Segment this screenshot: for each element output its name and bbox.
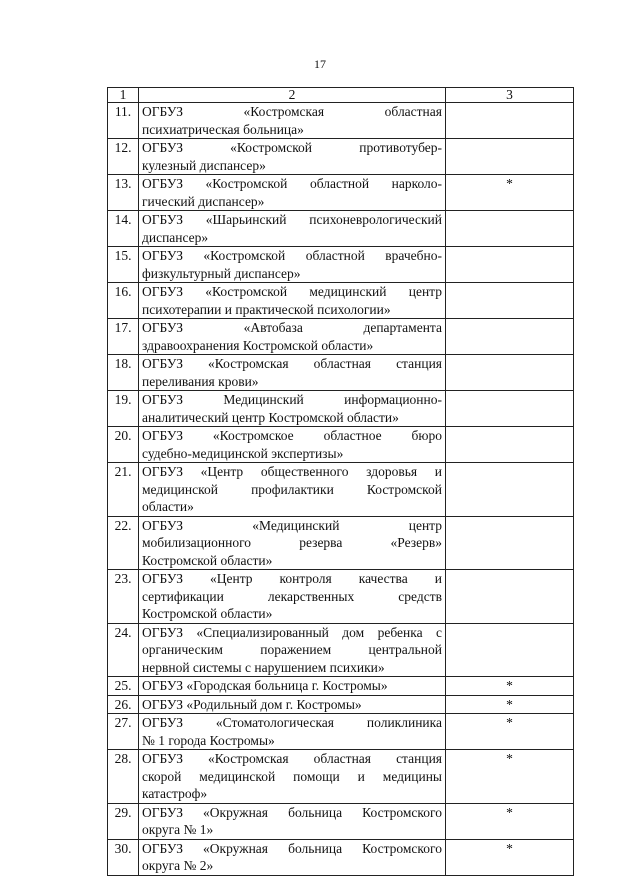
mark-cell: [446, 319, 574, 355]
institution-name-line: ОГБУЗ «Центр общественного здоровья и: [142, 464, 442, 479]
table-row: [108, 103, 574, 139]
institution-name-line: округа № 1»: [142, 822, 214, 837]
institution-name-line: ОГБУЗ «Костромской областной врачебно-: [142, 248, 442, 263]
institution-name: [139, 570, 446, 624]
row-number: 13.: [108, 175, 139, 211]
table-header-row: [108, 88, 574, 103]
table-row: [108, 247, 574, 283]
row-number: 21.: [108, 463, 139, 517]
institution-name-line: аналитический центр Костромской области»: [142, 409, 399, 425]
table-row: [108, 750, 574, 804]
institution-name-line: органическим поражением центральной: [142, 642, 442, 657]
institution-name-line: ОГБУЗ «Окружная больница Костромского: [142, 840, 442, 856]
mark-cell: *: [446, 714, 574, 750]
institution-name-line: области»: [142, 499, 194, 514]
table-row: [108, 677, 574, 696]
mark-cell: [446, 211, 574, 247]
institution-name-line: катастроф»: [142, 786, 208, 801]
table-row: [108, 355, 574, 391]
table-row: [108, 175, 574, 211]
institution-name-line: ОГБУЗ «Костромское областное бюро: [142, 428, 442, 443]
institution-name-line: ОГБУЗ «Костромской медицинский центр: [142, 284, 442, 299]
row-number: 29.: [108, 803, 139, 839]
institution-name-line: сертификации лекарственных средств: [142, 588, 442, 604]
institution-name-line: кулезный диспансер»: [142, 157, 266, 173]
table-row: [108, 714, 574, 750]
institution-name-line: ОГБУЗ «Стоматологическая поликлиника: [142, 715, 442, 730]
institution-name: [139, 623, 446, 677]
row-number: 14.: [108, 211, 139, 247]
table-row: [108, 139, 574, 175]
row-number: 19.: [108, 391, 139, 427]
row-number: 26.: [108, 695, 139, 714]
row-number: 12.: [108, 139, 139, 175]
institution-name-line: переливания крови»: [142, 373, 259, 389]
mark-cell: [446, 283, 574, 319]
institution-name-line: округа № 2»: [142, 858, 214, 873]
institution-name-line: здравоохранения Костромской области»: [142, 337, 374, 353]
institution-name: [139, 391, 446, 427]
institution-name-line: скорой медицинской помощи и медицины: [142, 768, 442, 784]
institution-name-line: ОГБУЗ «Родильный дом г. Костромы»: [142, 696, 362, 712]
row-number: 18.: [108, 355, 139, 391]
institution-name-line: ОГБУЗ «Специализированный дом ребенка с: [142, 624, 442, 640]
mark-cell: [446, 103, 574, 139]
mark-cell: [446, 463, 574, 517]
table-row: [108, 319, 574, 355]
row-number: 27.: [108, 714, 139, 750]
institution-name: [139, 283, 446, 319]
header-cell-3: 3: [446, 88, 574, 103]
row-number: 30.: [108, 839, 139, 875]
mark-cell: [446, 355, 574, 391]
institution-name-line: № 1 города Костромы»: [142, 732, 275, 748]
institution-name-line: мобилизационного резерва «Резерв»: [142, 535, 442, 550]
institution-name-line: ОГБУЗ «Автобаза департамента: [142, 320, 442, 335]
mark-cell: [446, 139, 574, 175]
institution-name-line: ОГБУЗ «Шарьинский психоневрологический: [142, 212, 442, 227]
mark-cell: *: [446, 803, 574, 839]
institution-name: [139, 516, 446, 570]
institution-name-line: ОГБУЗ «Костромская областная станция: [142, 751, 442, 766]
row-number: 20.: [108, 427, 139, 463]
institution-name-line: ОГБУЗ Медицинский информационно-: [142, 392, 442, 407]
institution-name-line: психиатрическая больница»: [142, 121, 304, 137]
table-row: [108, 695, 574, 714]
institution-name-line: нервной системы с нарушением психики»: [142, 659, 385, 675]
header-cell-1: 1: [108, 88, 139, 103]
institution-name: [139, 103, 446, 139]
mark-cell: *: [446, 175, 574, 211]
row-number: 23.: [108, 570, 139, 624]
row-number: 28.: [108, 750, 139, 804]
table-row: [108, 427, 574, 463]
institution-name: [139, 319, 446, 355]
institution-name: [139, 803, 446, 839]
table-row: [108, 839, 574, 875]
institution-name-line: ОГБУЗ «Костромская областная станция: [142, 356, 442, 371]
institution-name-line: ОГБУЗ «Окружная больница Костромского: [142, 804, 442, 820]
table-row: [108, 391, 574, 427]
institution-name: [139, 355, 446, 391]
institution-name-line: диспансер»: [142, 229, 209, 245]
mark-cell: [446, 516, 574, 570]
institution-name: [139, 247, 446, 283]
table-row: [108, 463, 574, 517]
table-row: [108, 570, 574, 624]
row-number: 22.: [108, 516, 139, 570]
row-number: 16.: [108, 283, 139, 319]
row-number: 25.: [108, 677, 139, 696]
row-number: 11.: [108, 103, 139, 139]
institution-name-line: ОГБУЗ «Медицинский центр: [142, 517, 442, 533]
mark-cell: [446, 391, 574, 427]
institution-name-line: ОГБУЗ «Костромская областная: [142, 104, 442, 119]
header-cell-2: 2: [139, 88, 446, 103]
page-number: 17: [314, 57, 326, 71]
mark-cell: *: [446, 695, 574, 714]
institution-name-line: гический диспансер»: [142, 193, 265, 209]
institutions-table: [107, 87, 574, 876]
institution-name-line: судебно-медицинской экспертизы»: [142, 445, 344, 461]
mark-cell: *: [446, 677, 574, 696]
institution-name-line: ОГБУЗ «Городская больница г. Костромы»: [142, 678, 388, 693]
mark-cell: [446, 247, 574, 283]
institution-name: [139, 463, 446, 517]
table-row: [108, 803, 574, 839]
institution-name-line: медицинской профилактики Костромской: [142, 481, 442, 497]
institution-name: [139, 714, 446, 750]
institution-name-line: ОГБУЗ «Костромской противотубер-: [142, 140, 442, 155]
institution-name: [139, 139, 446, 175]
table-row: [108, 516, 574, 570]
institution-name-line: Костромской области»: [142, 606, 273, 621]
institution-name: [139, 677, 446, 696]
institution-name-line: Костромской области»: [142, 552, 273, 568]
mark-cell: *: [446, 750, 574, 804]
mark-cell: [446, 427, 574, 463]
mark-cell: *: [446, 839, 574, 875]
institution-name-line: психотерапии и практической психологии»: [142, 301, 391, 317]
institution-name: [139, 750, 446, 804]
institution-name: [139, 839, 446, 875]
institution-name-line: ОГБУЗ «Центр контроля качества и: [142, 571, 442, 586]
institution-name-line: ОГБУЗ «Костромской областной нарколо-: [142, 176, 442, 191]
institution-name: [139, 695, 446, 714]
mark-cell: [446, 570, 574, 624]
table-row: [108, 211, 574, 247]
institution-name: [139, 211, 446, 247]
institution-name: [139, 427, 446, 463]
table-row: [108, 283, 574, 319]
row-number: 17.: [108, 319, 139, 355]
mark-cell: [446, 623, 574, 677]
institution-name: [139, 175, 446, 211]
table-row: [108, 623, 574, 677]
row-number: 15.: [108, 247, 139, 283]
institution-name-line: физкультурный диспансер»: [142, 265, 301, 281]
row-number: 24.: [108, 623, 139, 677]
